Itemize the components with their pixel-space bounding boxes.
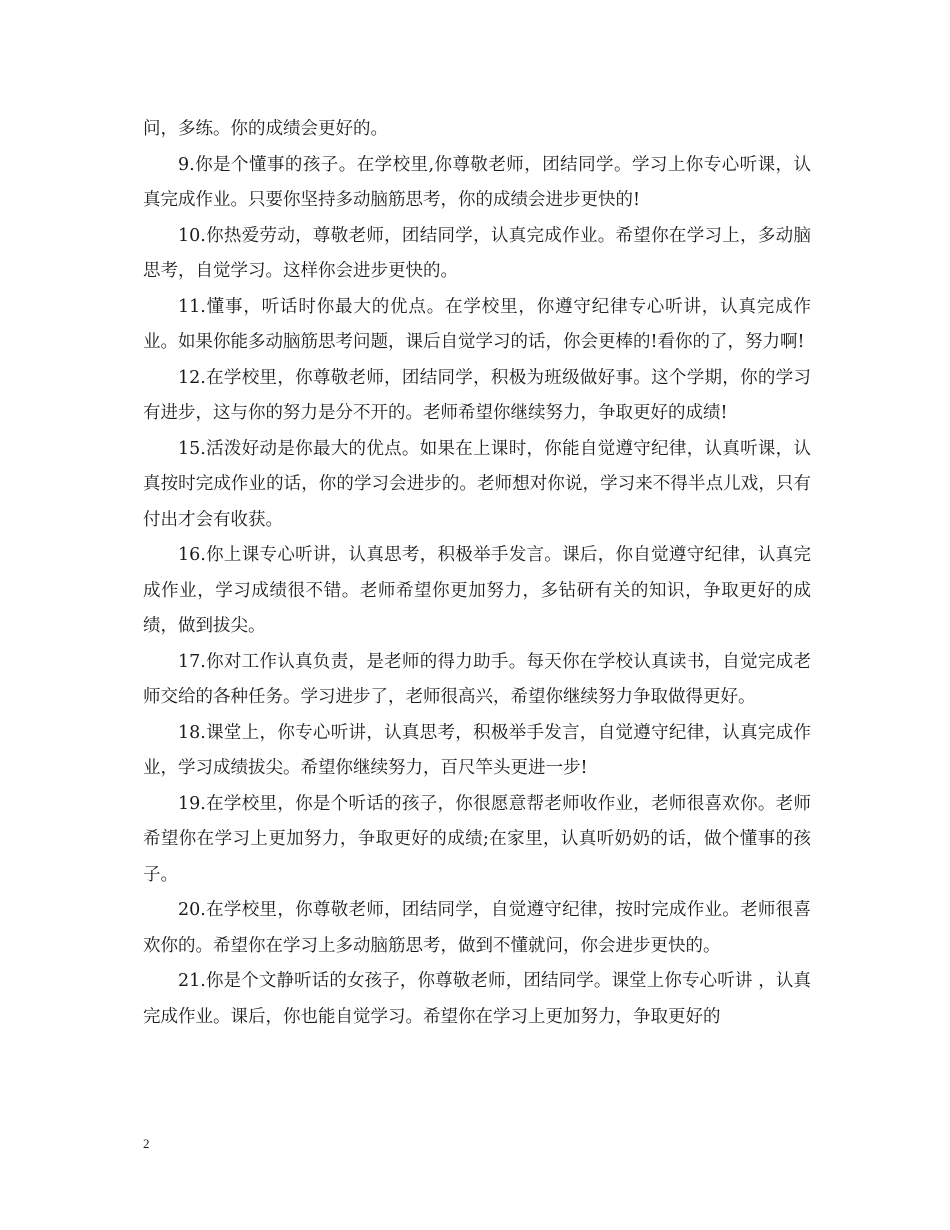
paragraph-comment-15: 15.活泼好动是你最大的优点。如果在上课时，你能自觉遵守纪律，认真听课，认真按时完成作业的话，你的学习会进步的。老师想对你说，学习来不得半点儿戏，只有付出才会有收获。	[143, 438, 811, 530]
page-number: 2	[143, 1136, 150, 1151]
paragraph-comment-16: 16.你上课专心听讲，认真思考，积极举手发言。课后，你自觉遵守纪律，认真完成作业，学习成绩很不错。老师希望你更加努力，多钻研有关的知识，争取更好的成绩，做到拔尖。	[143, 545, 811, 636]
paragraph-comment-9: 9.你是个懂事的孩子。在学校里,你尊敬老师，团结同学。学习上你专心听课，认真完成作业。只要你坚持多动脑筋思考，你的成绩会进步更快的!	[143, 154, 811, 210]
paragraph-comment-21: 21.你是个文静听话的女孩子，你尊敬老师，团结同学。课堂上你专心听讲 ，认真完成作业。课后，你也能自觉学习。希望你在学习上更加努力，争取更好的	[143, 971, 811, 1027]
paragraph-comment-18: 18.课堂上，你专心听讲，认真思考，积极举手发言，自觉遵守纪律，认真完成作业，学习成绩拔尖。希望你继续努力，百尺竿头更进一步!	[143, 722, 811, 778]
paragraph-comment-10: 10.你热爱劳动，尊敬老师，团结同学，认真完成作业。希望你在学习上，多动脑思考，自觉学习。这样你会进步更快的。	[143, 225, 811, 281]
paragraph-comment-12: 12.在学校里，你尊敬老师，团结同学，积极为班级做好事。这个学期，你的学习有进步，这与你的努力是分不开的。老师希望你继续努力，争取更好的成绩!	[143, 367, 811, 423]
paragraph-continued: 问，多练。你的成绩会更好的。	[143, 119, 388, 139]
comments-text-body	[143, 112, 811, 1035]
paragraph-comment-11: 11.懂事，听话时你最大的优点。在学校里，你遵守纪律专心听讲，认真完成作业。如果你能多动脑筋思考问题，课后自觉学习的话，你会更棒的!看你的了，努力啊!	[143, 296, 811, 352]
paragraph-comment-17: 17.你对工作认真负责，是老师的得力助手。每天你在学校认真读书，自觉完成老师交给的各种任务。学习进步了，老师很高兴，希望你继续努力争取做得更好。	[143, 651, 811, 707]
paragraph-comment-20: 20.在学校里，你尊敬老师，团结同学，自觉遵守纪律，按时完成作业。老师很喜欢你的。希望你在学习上多动脑筋思考，做到不懂就问，你会进步更快的。	[143, 900, 811, 956]
paragraph-comment-19: 19.在学校里，你是个听话的孩子，你很愿意帮老师收作业，老师很喜欢你。老师希望你在学习上更加努力，争取更好的成绩;在家里，认真听奶奶的话，做个懂事的孩子。	[143, 793, 811, 885]
